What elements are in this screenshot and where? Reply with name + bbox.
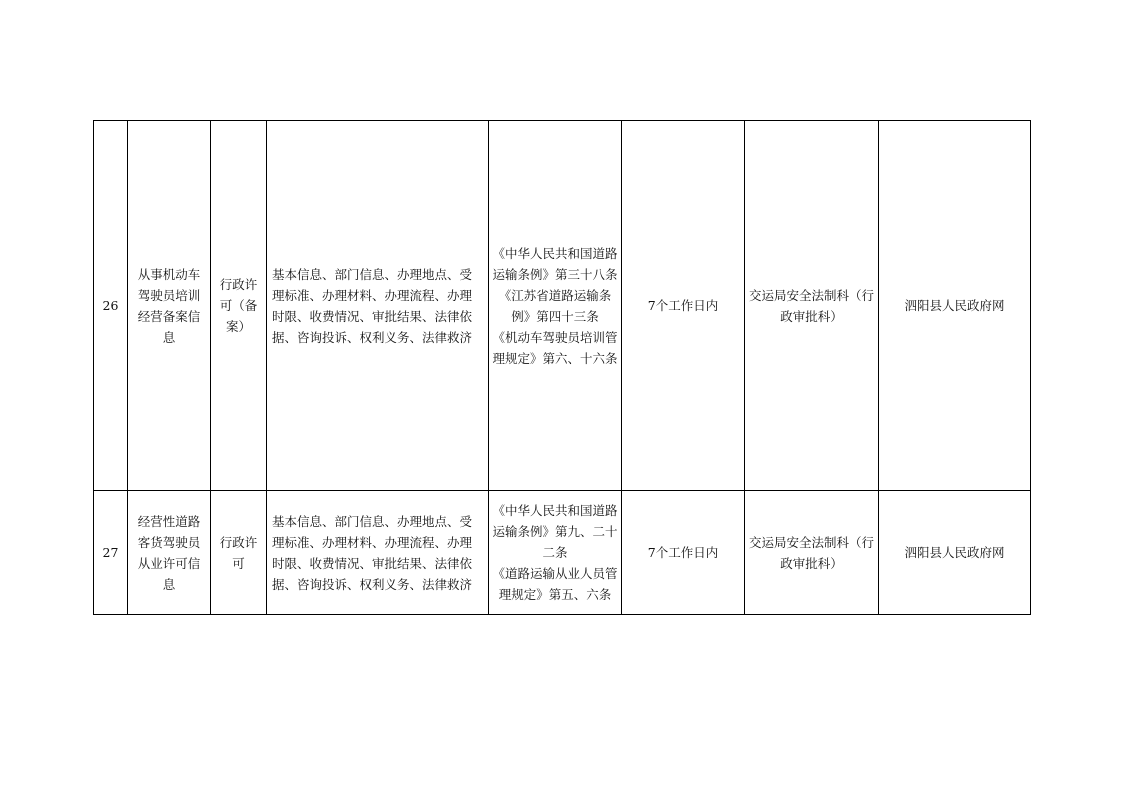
item-type: 行政许可（备案）: [211, 121, 267, 491]
table-row: [94, 121, 1031, 491]
table-row: [94, 491, 1031, 615]
legal-basis: [489, 491, 622, 615]
responsible-department: 交运局安全法制科（行政审批科）: [745, 121, 879, 491]
time-limit: 7个工作日内: [622, 491, 745, 615]
responsible-department: 交运局安全法制科（行政审批科）: [745, 491, 879, 615]
disclosure-channel: 泗阳县人民政府网: [879, 121, 1031, 491]
legal-basis-line: 《中华人民共和国道路运输条例》第三十八条: [492, 245, 618, 282]
disclosure-content: 基本信息、部门信息、办理地点、受理标准、办理材料、办理流程、办理时限、收费情况、审批结果、法律依据、咨询投诉、权利义务、法律救济: [267, 491, 489, 615]
legal-basis-line: 《道路运输从业人员管理规定》第五、六条: [492, 566, 618, 602]
legal-basis-line: 《中华人民共和国道路运输条例》第九、二十二条: [492, 503, 618, 560]
time-limit: 7个工作日内: [622, 121, 745, 491]
disclosure-channel: 泗阳县人民政府网: [879, 491, 1031, 615]
row-number: 26: [94, 121, 128, 491]
row-number: 27: [94, 491, 128, 615]
legal-basis-line: 《机动车驾驶员培训管理规定》第六、十六条: [492, 329, 618, 366]
item-name: 经营性道路客货驾驶员从业许可信息: [128, 491, 211, 615]
disclosure-table: [93, 120, 1031, 615]
item-type: 行政许可: [211, 491, 267, 615]
legal-basis-line: 《江苏省道路运输条例》第四十三条: [498, 287, 612, 324]
legal-basis: [489, 121, 622, 491]
item-name: 从事机动车驾驶员培训经营备案信息: [128, 121, 211, 491]
disclosure-content: 基本信息、部门信息、办理地点、受理标准、办理材料、办理流程、办理时限、收费情况、审批结果、法律依据、咨询投诉、权利义务、法律救济: [267, 121, 489, 491]
